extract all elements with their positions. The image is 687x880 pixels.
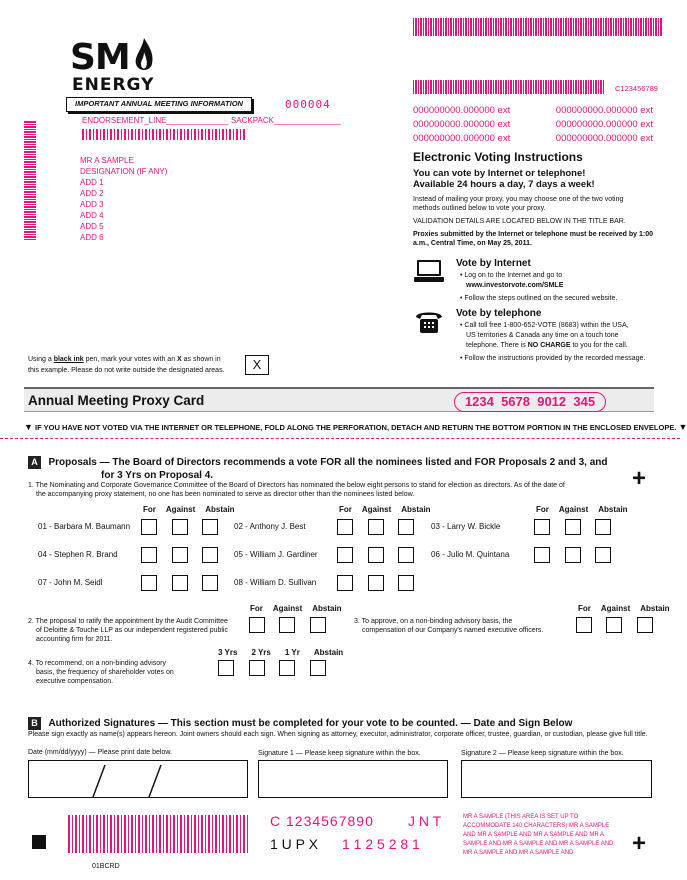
proposal4-abstain[interactable] [310,660,326,676]
ext-value: 000000000.000000 ext [555,119,653,130]
form-code: 01BCRD [92,863,120,870]
nominee-05-abstain[interactable] [398,547,414,563]
address-line: MR A SAMPLE [80,156,134,165]
account-code: C123456789 [615,84,658,93]
section-a-badge: A [28,456,41,469]
evi-panel [413,150,663,248]
nominee-04-for[interactable] [141,547,157,563]
section-b-badge: B [28,717,41,730]
internet-bullet1: • Log on to the Internet and go to [460,272,563,279]
mailing-address [80,155,167,243]
nominee-03-abstain[interactable] [595,519,611,535]
section-b-title: Authorized Signatures — This section must be completed for your vote to be counted. — Date and Sign Below [48,718,573,729]
proposal2-text: 2. The proposal to ratify the appointment by the Audit Committee of Deloitte & Touche LLP as our independent registered public accounting firm for 2011. [28,618,228,643]
proposal3-text: 3. To approve, on a non-binding advisory basis, the compensation of our Company's named executive officers. [354,618,544,634]
nominee-01-against[interactable] [172,519,188,535]
evi-para2: VALIDATION DETAILS ARE LOCATED BELOW IN THE TITLE BAR. [413,218,626,225]
signature1-field[interactable] [258,760,448,798]
section-a-header [28,452,668,481]
proposal3-abstain[interactable] [637,617,653,633]
proposal2-abstain[interactable] [310,617,326,633]
proposal4-1yr[interactable] [279,660,295,676]
nominee-03-for[interactable] [534,519,550,535]
proposal4-text: 4. To recommend, on a non-binding advisory basis, the frequency of shareholder votes on executive compensation. [28,660,174,685]
address-line: ADD 5 [80,222,104,231]
evi-subtitle2: Available 24 hours a day, 7 days a week! [413,179,595,190]
nominee-05-for[interactable] [337,547,353,563]
perforation-line [0,438,680,439]
internet-title: Vote by Internet [456,258,531,269]
ext-value: 000000000.000000 ext [413,105,511,116]
vote-internet [456,258,666,303]
section-a-title1: Proposals — The Board of Directors recommends a vote FOR all the nominees listed and FOR Proposals 2 and 3, and [48,457,608,468]
nominee-04-against[interactable] [172,547,188,563]
bottom-code2: J N T [408,813,442,829]
flame-icon [132,36,156,76]
nominee-label: 07 - John M. Seidl [38,578,103,587]
postal-barcode [82,129,247,140]
evi-para3: Proxies submitted by the Internet or telephone must be received by 1:00 a.m., Central Time, on May 25, 2011. [413,231,654,247]
nominee-label: 01 - Barbara M. Baumann [38,522,131,531]
meeting-info-box: IMPORTANT ANNUAL MEETING INFORMATION [66,97,252,112]
internet-url[interactable]: www.investorvote.com/SMLE [466,282,564,289]
proposal3-headers: For Against Abstain [578,604,670,613]
nominee-label: 03 - Larry W. Bickle [431,522,501,531]
phone-bullet1b: US territories & Canada any time on a touch tone [466,332,619,339]
sig2-label: Signature 2 — Please keep signature within the box. [461,750,624,757]
address-line: ADD 2 [80,189,104,198]
nominee-08-for[interactable] [337,575,353,591]
date-label: Date (mm/dd/yyyy) — Please print date below. [28,749,172,756]
proposal4-3yrs[interactable] [218,660,234,676]
internet-bullet2: • Follow the steps outlined on the secured website. [460,295,618,302]
nominee-label: 06 - Julio M. Quintana [431,550,510,559]
left-barcode [24,120,36,240]
section-b-header [28,713,668,731]
company-logo [70,37,170,100]
control-number: 000004 [285,98,331,111]
nominee-headers-col1: For Against Abstain [143,505,235,514]
evi-subtitle1: You can vote by Internet or telephone! [413,168,586,179]
phone-title: Vote by telephone [456,308,542,319]
endorsement-line: ENDORSEMENT_LINE______________ SACKPACK_______________ [82,116,341,125]
signature-instructions: Please sign exactly as name(s) appears hereon. Joint owners should each sign. When signing as attorney, executor, administrator, corporate officer, trustee, guardian, or custodian, please give full title. [28,731,648,738]
evi-title: Electronic Voting Instructions [413,150,583,164]
phone-bullet1a: • Call toll free 1-800-652-VOTE (8683) within the USA, [460,322,629,329]
fold-note: ▼ IF YOU HAVE NOT VOTED VIA THE INTERNET OR TELEPHONE, FOLD ALONG THE PERFORATION, DETACH AND RETURN THE BOTTOM PORTION IN THE ENCLOSED ENVELOPE. ▼ [24,422,687,432]
nominee-label: 08 - William D. Sullivan [234,578,317,587]
nominee-06-against[interactable] [565,547,581,563]
bottom-code3: 1 U P X [270,836,318,852]
computer-icon [414,258,444,284]
nominee-headers-col3: For Against Abstain [536,505,628,514]
ext-values [413,104,653,146]
nominee-07-abstain[interactable] [202,575,218,591]
date-slashes [29,761,249,799]
address-line: ADD 3 [80,200,104,209]
ext-value: 000000000.000000 ext [413,119,511,130]
telephone-icon [414,309,444,335]
nominee-06-abstain[interactable] [595,547,611,563]
signature2-field[interactable] [461,760,652,798]
proposal4-headers: 3 Yrs 2 Yrs 1 Yr Abstain [218,648,344,657]
phone-bullet1c: telephone. There is NO CHARGE to you for the call. [466,342,628,349]
nominee-02-against[interactable] [368,519,384,535]
address-line: ADD 4 [80,211,104,220]
example-mark-box: X [245,355,269,375]
nominee-label: 02 - Anthony J. Best [234,522,306,531]
ext-value: 000000000.000000 ext [555,133,653,144]
plus-mark-top: + [632,465,647,492]
logo-sub: ENERGY [72,75,155,95]
nominee-01-abstain[interactable] [202,519,218,535]
address-line: ADD 1 [80,178,104,187]
sample-registration: MR A SAMPLE (THIS AREA IS SET UP TO ACCOMMODATE 140 CHARACTERS) MR A SAMPLE AND MR A SAMPLE AND MR A SAMPLE AND MR A SAMPLE AND MR A SAMPLE AND MR A SAMPLE AND MR A SAMPLE AND MR A SAMPLE AND [463,814,614,856]
proposal1-text: 1. The Nominating and Corporate Governance Committee of the Board of Directors has nominated the below eight persons to stand for election as directors. As of the date of the accompanying proxy statement, no one has been nominated to serve as director other than the nominees listed below. [28,482,565,498]
bottom-code1: C 1234567890 [270,813,374,829]
section-a-title2: for 3 Yrs on Proposal 4. [101,470,214,481]
bottom-code4: 1 1 2 5 2 8 1 [342,836,420,852]
proposal2-for[interactable] [249,617,265,633]
nominee-05-against[interactable] [368,547,384,563]
proxy-validation-number: 1234 5678 9012 345 [454,392,606,412]
phone-bullet2: • Follow the instructions provided by the recorded message. [460,355,646,362]
date-field[interactable] [28,760,248,798]
top-barcode [413,18,663,36]
ext-value: 000000000.000000 ext [555,105,653,116]
bottom-barcode [68,815,250,853]
proposal2-against[interactable] [279,617,295,633]
nominee-02-for[interactable] [337,519,353,535]
logo-main: SM [70,37,130,78]
black-square [32,835,46,849]
nominee-label: 05 - William J. Gardiner [234,550,318,559]
nominee-02-abstain[interactable] [398,519,414,535]
proposal3-against[interactable] [606,617,622,633]
proposal3-for[interactable] [576,617,592,633]
plus-mark-bottom: + [632,830,647,857]
proposal2-headers: For Against Abstain [250,604,342,613]
ext-value: 000000000.000000 ext [413,133,511,144]
ink-instruction: Using a black ink pen, mark your votes with an X as shown in this example. Please do not write outside the designated areas. [28,356,225,374]
address-line: DESIGNATION (IF ANY) [80,167,168,176]
sig1-label: Signature 1 — Please keep signature within the box. [258,750,421,757]
proposal4-2yrs[interactable] [249,660,265,676]
nominee-07-against[interactable] [172,575,188,591]
nominee-03-against[interactable] [565,519,581,535]
nominee-08-against[interactable] [368,575,384,591]
vote-telephone [456,308,676,363]
address-line: ADD 6 [80,233,104,242]
nominee-07-for[interactable] [141,575,157,591]
nominee-headers-col2: For Against Abstain [339,505,431,514]
account-barcode [413,80,605,94]
nominee-08-abstain[interactable] [398,575,414,591]
nominee-06-for[interactable] [534,547,550,563]
nominee-01-for[interactable] [141,519,157,535]
nominee-label: 04 - Stephen R. Brand [38,550,118,559]
nominee-04-abstain[interactable] [202,547,218,563]
evi-para1: Instead of mailing your proxy, you may choose one of the two voting methods outlined below to vote your proxy. [413,196,624,212]
proxy-title: Annual Meeting Proxy Card [28,393,205,408]
